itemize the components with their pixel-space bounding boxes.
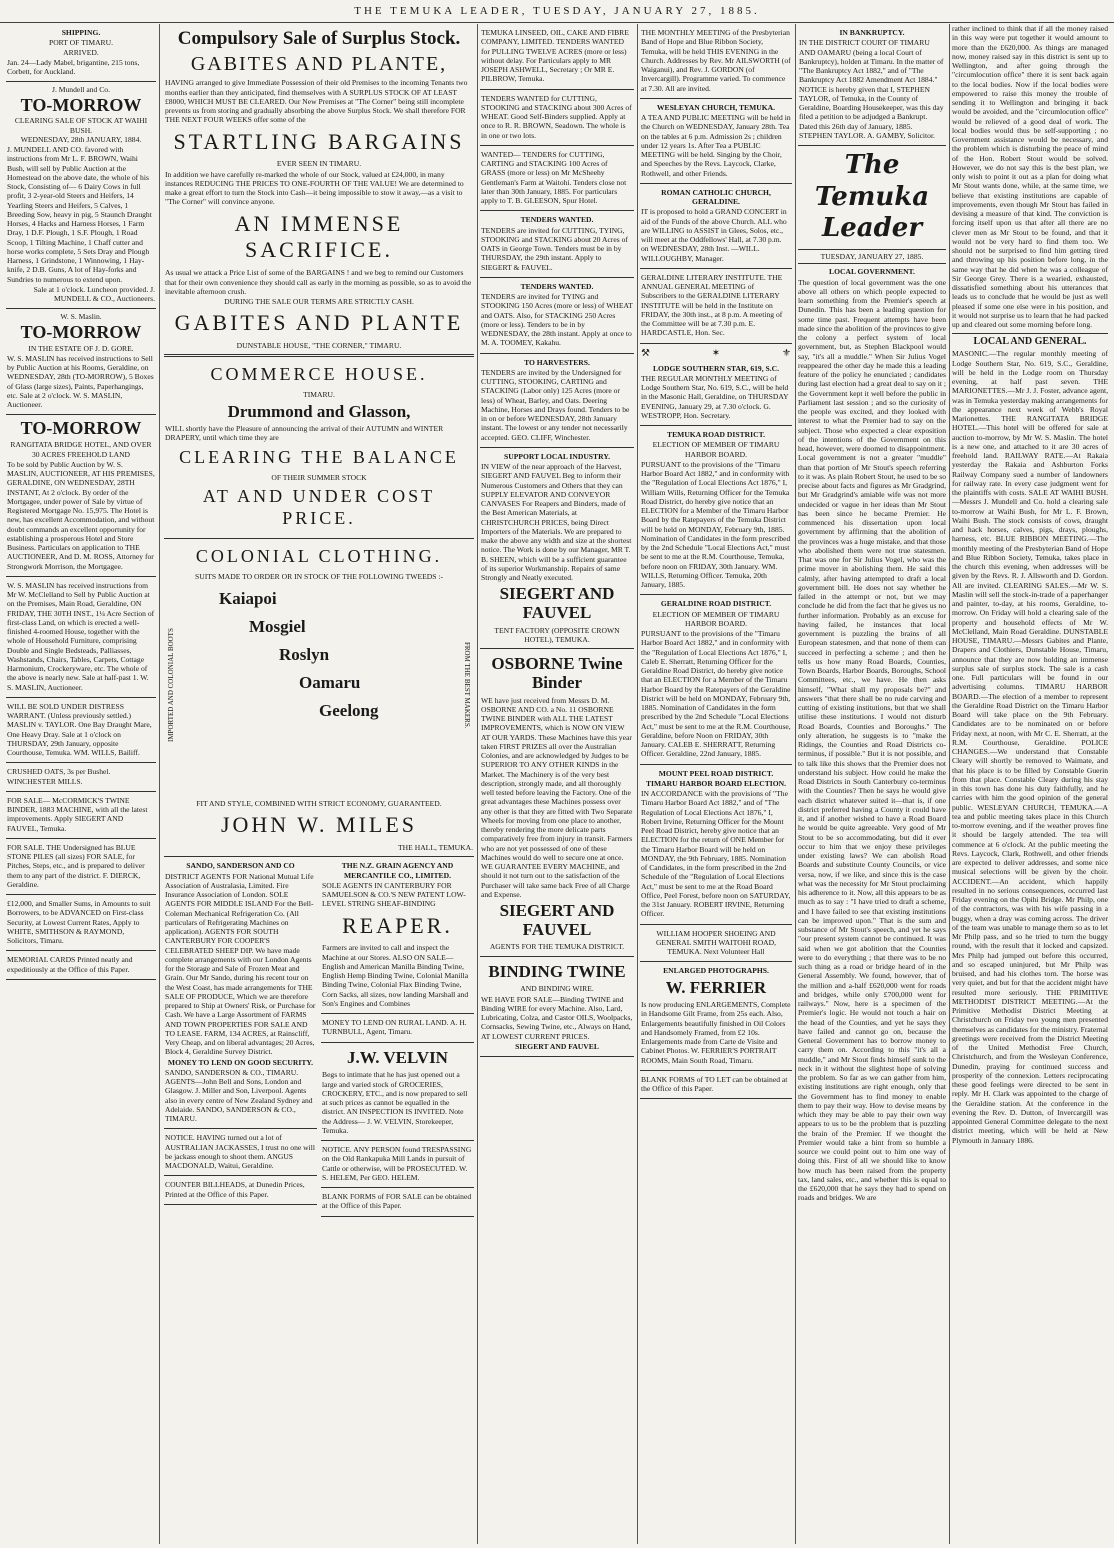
geraldine-road-ad (640, 595, 792, 764)
ad-subheading: AND BINDING WIRE. (520, 984, 594, 994)
ad-subheading: ELECTION OF MEMBER OF TIMARU HARBOR BOARD. (652, 609, 780, 628)
bankruptcy-notice (798, 24, 946, 146)
siegert-heading: SIEGERT AND FAUVEL (499, 901, 615, 939)
ad-subheading: DUNSTABLE HOUSE, "THE CORNER," TIMARU. (236, 341, 402, 351)
ad-text: IN ACCORDANCE with the provisions of "The Timaru Harbor Board Act 1882," and of "The Regulation of Local Elections Act 1876," I, Robert Irvine, Returning Officer for the Mount Peel Road District, hereby give notice that an ELECTION for the return of ONE Member for the Timaru Harbor Board will be held on MONDAY, the 9th February, 1885. Nomination of Candidates, in the form prescribed in the 2nd Schedule of the "Regulation of Local Elections Act," must be sent to me at the Road Board Office, Peel Forest, before noon on SATURDAY, the 31st January. ROBERT IRVINE, Returning Officer. (641, 789, 791, 919)
ad-text: IT is proposed to hold a GRAND CONCERT in aid of the Funds of the above Church. ALL who are WILLING to ASSIST in Glees, Solos, etc., will meet at the Oddfellows' Hall, at 7.30 p.m. on WEDNESDAY, 28th Inst. —WILL. WILLOUGHBY, Manager. (641, 207, 787, 263)
column-rule (637, 24, 638, 1544)
tweed-item: Oamaru (299, 673, 361, 693)
shipping-text: Jan. 24—Lady Mabel, brigantine, 215 tons, Corbett, for Auckland. (7, 57, 140, 76)
ad-subheading: TENT FACTORY (OPPOSITE CROWN HOTEL), TEMUKA. (494, 625, 620, 644)
mundell-ad (6, 82, 156, 309)
roman-catholic-ad (640, 184, 792, 269)
ferrier-heading: W. FERRIER (665, 977, 767, 997)
ad-text: FOR SALE— McCORMICK'S TWINE BINDER, 1883 MACHINE, with all the latest improvements. Apply SIEGERT AND FAUVEL, Temuka. (7, 795, 148, 833)
ad-heading: MOUNT PEEL ROAD DISTRICT. (658, 768, 774, 778)
ad-heading: LODGE SOUTHERN STAR, 619, S.C. (652, 363, 780, 373)
side-text-right: FROM THE BEST MAKERS. (463, 641, 471, 729)
tweed-list-block (165, 585, 473, 795)
lower-left (164, 857, 317, 1216)
ad-subheading: CLEARING SALE OF STOCK AT WAIHI BUSH. (14, 116, 148, 135)
ad-heading: IN BANKRUPTCY. (839, 28, 905, 37)
ad-signature: Sale at 1 o'clock. Luncheon provided. J. MUNDELL & CO., Auctioneers. (33, 284, 155, 304)
ad-text: COUNTER BILLHEADS, at Dunedin Prices, Printed at the Office of this Paper. (165, 1180, 305, 1199)
ad-text: DISTRICT AGENTS FOR National Mutual Life Association of Australasia, Limited. Fire Insurance Association of London. SOLE AGENTS FOR MIDDLE ISLAND For the Bell-Coleman Mechanical Refrigeration Co. (All particulars of Refrigerating Machines on application). AGENTS FOR SOUTH CANTERBURY FOR COOPER'S CELEBRATED SHEEP DIP. We have made complete arrangements with our London Agents for the Storage and Sale of Frozen Meat and Grain. Our Mr Sando, during his recent tour on the West Coast, has made arrangements for THE SALE OF PRODUCE, Which we are therefore prepared to Ship at Owners' Risk, or Purchase for Cash. We have a Large Assortment of FARMS AND TOWN PROPERTIES FOR SALE AND TO LEASE. FARM, 134 ACRES, at Rainscliff, Very Cheap, and on liberal advantages; 20 Acres, Block 4, Geraldine Survey District. (165, 871, 316, 1057)
hooper-ad (640, 925, 792, 963)
ad-subheading: RANGITATA BRIDGE HOTEL, AND OVER 30 ACRES FREEHOLD LAND (10, 440, 152, 459)
ad-heading: TO HARVESTERS. (524, 357, 590, 367)
velvin-heading: J.W. VELVIN (347, 1047, 448, 1067)
ad-text: TENDERS are invited for TYING and STOOKING 150 Acres (more or less) of WHEAT and OATS. Also, for STACKING 250 Acres (more or less). Tenders to be in by WEDNESDAY, the 28th instant. Apply at once to M. A. TOOMEY, Kakahu. (481, 292, 633, 348)
masonic-emblem-icon: ⚒ (641, 348, 650, 360)
turnbull-ad (321, 1014, 474, 1043)
commerce-house-ad (164, 357, 474, 539)
sacrifice-heading: AN IMMENSE SACRIFICE. (234, 210, 404, 263)
section-rule (952, 333, 1108, 334)
commerce-heading: COMMERCE HOUSE. (210, 364, 428, 385)
ad-text: TEMUKA LINSEED, OIL, CAKE AND FIBRE COMPANY, LIMITED. TENDERS WANTED for PULLING TWELVE ACRES (more or less) without delay. For Particulars apply to MR JOSEPH ASHWELL, Secretary ; Or MR E. PILBROW, Temuka. (481, 28, 629, 84)
ad-text: Begs to intimate that he has just opened out a large and varied stock of GROCERIES, CROCKERY, ETC., and is now prepared to sell at such prices as cannot be equalled in the district. AN INSPECTION IS INVITED. Note the Address— J. W. VELVIN, Storekeeper, Temuka. (322, 1070, 468, 1135)
tweed-item: Geelong (319, 701, 379, 721)
mundell-heading: J. Mundell and Co. (51, 85, 110, 95)
ad-text: Farmers are invited to call and inspect the Machine at our Stores. ALSO ON SALE— English and American Manilla Binding Twine, English Hemp Binding Twine, Colonial Manilla Binding Twine, Colonial Flax Binding Twine, Corn Sacks, all sizes, now landing Marshall and Son's Engines and Combines (322, 943, 469, 1008)
ad-heading: TIMARU HARBOR BOARD ELECTION. (645, 778, 787, 788)
column-6 (952, 24, 1108, 1544)
binding-twine-ad (480, 957, 634, 1057)
tomorrow-heading: TO-MORROW (20, 418, 142, 439)
wanted-ad (480, 146, 634, 212)
column-2 (164, 24, 474, 1544)
masonic-compass-icon: ⚜ (782, 348, 791, 360)
star-icon: ✶ (711, 348, 721, 360)
compulsory-heading: Compulsory Sale of Surplus Stock. (177, 28, 461, 49)
blank-forms-ad (321, 1188, 474, 1217)
ad-heading: SUPPORT LOCAL INDUSTRY. (503, 451, 610, 461)
oats-ad (6, 763, 156, 792)
velvin-ad (321, 1043, 474, 1141)
ad-subheading: SUITS MADE TO ORDER OR IN STOCK OF THE FOLLOWING TWEEDS :- (195, 571, 443, 581)
ad-text: WE have just received from Messrs D. M. OSBORNE AND CO. a No. 11 OSBORNE TWINE BINDER with ALL THE LATEST IMPROVEMENTS, which is NOW ON VIEW AT OUR YARDS. These Machines have this year taken FIRST PRIZES all over the Australian Colonies, and are acknowledged by Judges to be SUPERIOR TO ANY OTHER KINDS in the Market. The Machinery is of the very best description, strongly made, and all thoroughly well tested before leaving the Factory. One of the great advantages these Machines possess over any other is that they are fitted with Two Separate Wheels for moving from one place to another, thereby rendering the more delicate parts comparatively free from injury in transit. Farmers who are not yet possessed of one of these Machines would do well to secure one at once. WE GUARANTEE EVERY MACHINE, and should it not turn out to the satisfaction of the Purchaser will take same back Free of all Charge and Expense. (481, 695, 633, 899)
colonial-clothing-ad (164, 539, 474, 858)
column-rule (949, 24, 950, 1544)
tweed-item: Mosgiel (249, 617, 306, 637)
tomorrow-heading: TO-MORROW (20, 94, 142, 115)
column-rule (159, 24, 160, 1544)
siegert-heading: SIEGERT AND FAUVEL (499, 584, 615, 622)
gabites-ad (164, 24, 474, 357)
ad-text: A TEA AND PUBLIC MEETING will be held in the Church on WEDNESDAY, January 28th. Tea on the tables at 6 p.m. Admission 2s ; children under 12 years 1s. After Tea a PUBLIC MEETING will be held. Singing by the Choir, and Speeches by the Revs. Laycock, Clarke, Rothwell, and other Friends. (641, 113, 791, 178)
maslin-ad (6, 309, 156, 415)
shipping-notice (6, 24, 156, 82)
ad-text: MEMORIAL CARDS Printed neatly and expeditiously at the Office of this Paper. (7, 955, 133, 974)
ad-text: IN THE DISTRICT COURT OF TIMARU AND OAMARU (being a local Court of Bankruptcy), holden at Timaru. In the matter of "The Bankruptcy Act 1882," and of "The Bankruptcy Act 1882 Amendment Act 1884." NOTICE is hereby given that I, STEPHEN TAYLOR, of Temuka, in the County of Geraldine, Boarding Housekeeper, was this day filed a petition to be adjudged a Bankrupt. Dated this 26th day of January, 1885. STEPHEN TAYLOR. A. GAMBY, Solicitor. (799, 38, 944, 140)
ad-text: BLANK FORMS of FOR SALE can be obtained at the Office of this Paper. (322, 1192, 472, 1211)
maslin-heading: W. S. Maslin. (60, 312, 102, 322)
ad-text: W. S. MASLIN has received instructions to Sell by Public Auction at his Rooms, Geraldine, on WEDNESDAY, 28th (TO-MORROW), 5 Boxes of Glass (large sizes), Paints, Paperhangings, etc. Sale at 2 o'clock. W. S. MASLIN, Auctioneer. (7, 353, 154, 410)
ad-heading: ENLARGED PHOTOGRAPHS. (663, 966, 769, 976)
shipping-heading: SHIPPING. (61, 28, 101, 37)
ad-heading: GERALDINE ROAD DISTRICT. (660, 599, 772, 609)
sando-ad (164, 857, 317, 1129)
clearing-heading: CLEARING THE BALANCE (179, 446, 459, 467)
ad-text: THE REGULAR MONTHLY MEETING of Lodge Southern Star, No. 619, S.C., will be held in the Masonic Hall, Geraldine, on THURSDAY EVENING, January 29, at 7.30 o'clock. G. WESTROPP, Hon. Secretary. (641, 373, 789, 420)
ad-text: To be sold by Public Auction by W. S. MASLIN, AUCTIONEER, AT HIS PREMISES, GERALDINE, ON WEDNESDAY, 28TH INSTANT, At 2 o'clock. By order of the Mortgagee, under power of Sale by virtue of Registered Mortgage No. 15,975. The Hotel is new, has excellent Accommodation, and without doubt commands an excellent opportunity for establishing a prosperous Hotel and Store Business. Particulars on application to THE AUCTIONEER, And D. M. ROSS, Attorney for Strongwork Morrison, the Mortgagee. (7, 459, 155, 571)
osborne-heading: OSBORNE Twine Binder (491, 654, 623, 692)
ad-subheading: EVER SEEN IN TIMARU. (276, 159, 362, 169)
shipping-subheading: PORT OF TIMARU. (48, 38, 114, 48)
ad-heading: WESLEYAN CHURCH, TEMUKA. (656, 102, 776, 112)
band-of-hope-ad (640, 24, 792, 99)
column-rule (795, 24, 796, 1544)
tomorrow-heading: TO-MORROW (20, 321, 142, 342)
newspaper-title: The Temuka Leader (814, 150, 930, 244)
ad-heading: SANDO, SANDERSON AND CO (186, 861, 295, 871)
ad-text: MONEY TO LEND ON RURAL LAND. A. H. TURNBULL, Agent, Timaru. (322, 1018, 467, 1037)
mount-peel-ad (640, 765, 792, 925)
ad-text: PURSUANT to the provisions of the "Timaru Harbor Board Act 1882," and in conformity with the "Regulation of Local Elections Act 1876," I, Caleb E. Sherratt, Returning Officer for the Geraldine Road District, do hereby give notice that an ELECTION for a Member of the Timaru Harbor Board by the Ratepayers of the Geraldine District will be held on MONDAY, February 9th, 1885. Nomination of Candidates in the form prescribed by the 2nd Schedule "Local Elections Act," must be sent to me at the R.M. Courthouse, Geraldine, before Noon on FRIDAY, 30th January. CALEB E. SHERRATT, Returning Officer. Geraldine, 22nd January, 1885. (641, 629, 791, 759)
tweed-list (189, 585, 449, 725)
ad-subheading: IN THE ESTATE OF J. D. GORE. (28, 343, 134, 353)
ad-text: FOR SALE. THE Undersigned has BLUE STONE PILES (all sizes) FOR SALE, for Pitches, Steps, etc., and is prepared to deliver them to any part of the district. F. DIERCK, Geraldine. (7, 842, 145, 889)
ad-text: TENDERS are invited for CUTTING, TYING, STOOKING and STACKING about 20 Acres of OATS in George Town. Tenders must be in by THURSDAY, the 29th instant. Apply to SIEGERT & FAUVEL. (481, 225, 628, 272)
ad-text: As usual we attack a Price List of some of the BARGAINS ! and we beg to remind our Customers that for their own convenience they should call as early in the morning as possible, so as to avoid the inevitable afternoon crush. (165, 268, 472, 296)
photographs-ad (640, 962, 792, 1071)
cutting-ad (480, 90, 634, 146)
ad-heading: TENDERS WANTED. (520, 281, 594, 291)
ad-text: WANTED— TENDERS for CUTTING, CARTING and STACKING 100 Acres of GRASS (more or less) on Mr McSheehy Gentleman's Farm at Waitohi. Tenders close not later than 30th January, 1885. For particulars apply to T. B. GLEESON, Spur Hotel. (481, 149, 627, 205)
ad-heading: THE N.Z. GRAIN AGENCY AND MERCANTILE CO., LIMITED. (341, 861, 454, 880)
money-ad (6, 895, 156, 951)
ad-text: £12,000, and Smaller Sums, in Amounts to suit Borrowers, to be ADVANCED on First-class Security, at Lowest Current Rates, Apply to WHITE, SMITHSON & RAYMOND, Solicitors, Timaru. (7, 899, 151, 946)
ad-subheading: THE HALL, TEMUKA. (398, 843, 473, 853)
ad-subheading: AGENTS FOR THE TEMUKA DISTRICT. (489, 942, 625, 952)
column-3 (480, 24, 634, 1544)
bluestone-ad (6, 839, 156, 895)
news-text: MASONIC.—The regular monthly meeting of Lodge Southern Star, No. 619, S.C., Geraldine, will be held in the Lodge room on Thursday evening, at half past seven. THE MARIONETTES.—Mr J. J. Foster, advance agent, was in Temuka yesterday making arrangements for the appearance next week of Webb's Royal Marionettes. THE RANGITATA BRIDGE HOTEL.—This hotel will be offered for sale at auction to-morrow, by Mr W. S. Maslin. The hotel is a new one, and attached to it are 30 acres of freehold land. RAILWAY RATE.—At Rakaia yesterday the Rakaia and Ashburton Forks Railway Company sued a number of landowners for railway rate. In every case judgment went for the plaintiffs with costs. SALE AT WAIHI BUSH.—Messrs J. Mundell and Co. hold a clearing sale to-morrow at Waihi Bush, for Mr L. F. Brown, Waihi Bush. The stock consists of cows, draught and hack horses, calves, pigs, drays, ploughs, harness, etc. BLUE RIBBON MEETING.—The monthly meeting of the Presbyterian Band of Hope and Blue Ribbon Society, Temuka, takes place in the church this evening, when addresses will be given by the Revs. R. J. Allsworth and D. Gordon. All are invited. CLEARING SALES.—Mr W. S. Maslin will sell the stock-in-trade of a paperhanger and painter, to-day, at his rooms, Geraldine, to-morrow. On Friday will hold a clearing sale of the property and household effects of Mr W. McClelland, Main Road Geraldine. DUNSTABLE HOUSE, TIMARU.—Messrs Gabites and Plante, Drapers and Clothiers, Dunstable House, Timaru, announce that they are now holding an immense surplus sale of surplus stock. The sale is a cash one. Full particulars will be found in our advertising columns. TIMARU HARBOR BOARD.—The election of a member to represent the Geraldine Road District on the Timaru Harbor Board will take place on the 9th February. Candidates are to be nominated on or before Friday next, at noon, with Mr C. E. Sherratt, at the R.M. Courthouse, Geraldine. POLICE CHANGES.—We understand that Constable Cleary will shortly be removed to Waimate, and that his place is to be filled by Constable Guerin from that place. Constable Cleary during his stay in this town has done his duty faithfully, and he carries with him the good opinion of the general public. WESLEYAN CHURCH, TEMUKA.—A tea and public meeting takes place in this Church to-morrow evening, and if the weather proves fine it should be largely attended. The tea will commence at 6 o'clock. At the public meeting the Revs. Laycock, Clark, Rothwell, and other friends are expected to deliver addresses, and some nice musical selections will be given by the choir. ACCIDENT.—An accident, which happily resulted in no serious consequences, occurred last Friday evening on the Opihi Bridge. Mr Philp, one of the contractors, was with his wife passing in a buggy, when a dray was coming across. The driver of the team was unable to manage them so as to let Mr Philp pass, and so he tried to turn the buggy round, with the result that it locked and capsized. Mrs Philp had jumped out before this occurred, and so escaped uninjured, but Mr Philp was bruised, and had his clothes torn. The horse was very quiet, and but for that the accident might have resulted more seriously. THE PRIMITIVE METHODIST DISTRICT MEETING.—At the Primitive Methodist District Meeting at Christchurch on Friday two young men presented themselves as candidates for the ministry. Fraternal greetings were received from the District Meeting of the United Methodist Free Church, Christchurch, and from the Wesleyan Conference, Dunedin, praying for continued success and prosperity of the connexion. Letters reciprocating these good feelings were directed to be sent in reply. Mr H. Clark was appointed to the charge of the Geraldine station. At the conference in the evening the Rev. D. Dutton, of Invercargill was appointed General Committee delegate to the next district meeting, which will be held at New Plymouth in January 1886. (952, 349, 1108, 1145)
ad-text: WE HAVE FOR SALE—Binding TWINE and Binding WIRE for every Machine. Also, Lard, Lubricating, Colza, and Castor OILS, Woolpacks, Cornsacks, Sewing Twine, etc., Always on Hand, AT LOWEST CURRENT PRICES. (481, 994, 633, 1041)
gabites-heading: GABITES AND PLANTE, (190, 52, 448, 75)
ad-subheading: DURING THE SALE OUR TERMS ARE STRICTLY CASH. (224, 297, 414, 307)
osborne-ad (480, 649, 634, 957)
ad-heading: SIEGERT AND FAUVEL (515, 1041, 599, 1051)
ad-text: W. S. MASLIN has received instructions from Mr W. McClelland to Sell by Public Auction at on the Premises, Main Road, Geraldine, ON FRIDAY, THE 30TH INST., 1¼ Acre Section of first-class Land, on which is erected a well-finished 4-roomed House, together with the whole of Household Furniture, comprising Double and Single Bedsteads, Palliasses, Washstands, Chairs, Tables, Carpets, Cottage Harmonium, Crockeryware, etc. The whole of the above is nearly new. Sale at half-past 1. W. S. MASLIN, Auctioneer. (7, 580, 155, 692)
grain-agency-ad (321, 857, 474, 1014)
mcclelland-ad (6, 577, 156, 698)
miles-heading: JOHN W. MILES (220, 812, 418, 838)
ad-heading: TEMUKA ROAD DISTRICT. (667, 430, 765, 439)
tweed-item: Kaiapoi (219, 589, 277, 609)
masonic-emblem-row (641, 347, 791, 363)
ad-text: Is now producing ENLARGEMENTS, Complete in Handsome Gilt Frame, from 25s each. Also, Enlargements beautifully finished in Oil Colors and Handsomely Framed, from £2 10s. Enlargements made from Carte de Visite and Cabinet Photos. W. FERRIER'S PORTRAIT ROOMS, Main South Road, Timaru. (641, 1000, 791, 1065)
side-text-left: IMPORTED AND COLONIAL BOOTS (167, 628, 175, 742)
cost-heading: AT AND UNDER COST PRICE. (202, 485, 436, 528)
ad-text: NOTICE. ANY PERSON found TRESPASSING on the Old Rankapuka Mill Lands in pursuit of Cattle or otherwise, will be PROSECUTED. W. S. HELEM, Per GEO. HELEM. (322, 1145, 472, 1182)
ad-text: THE MONTHLY MEETING of the Presbyterian Band of Hope and Blue Ribbon Society, Temuka, will be held THIS EVENING in the Church. Addresses by Rev. Mr AILSWORTH (of Waiganui), and Rev. J. GORDON (of Invercargill). Programme varied. To commence at 7.30. All are invited. (641, 28, 791, 93)
gabites-heading: GABITES AND PLANTE (174, 310, 464, 336)
lower-split (164, 857, 474, 1216)
binding-heading: BINDING TWINE (488, 961, 626, 981)
ad-text: PURSUANT to the provisions of the "Timaru Harbor Board Act 1882," and in conformity with the "Regulation of Local Elections Act 1876," I, William Wills, Returning Officer for the Temuka Road District, do hereby give notice that an ELECTION for a Member of the Timaru Harbor Board by the Ratepayers of the Temuka District will be held on MONDAY, February 9th, 1885. Nomination of Candidates in the form prescribed by the 2nd Schedule "Local Elections Act," must be sent to me at the R.M. Courthouse, Temuka, before noon on FRIDAY, 30th January. WM. WILLS, Returning Officer. Temuka, 20th January, 1885. (641, 459, 791, 589)
ad-text: WILL shortly have the Pleasure of announcing the arrival of their AUTUMN and WINTER DRAPERY, until which time they are (165, 424, 444, 443)
ad-text: WILL BE SOLD UNDER DISTRESS WARRANT. (Unless previously settled.) MASLIN v. TAYLOR. One Bay Draught Mare, One Heavy Dray. Sale at 1 o'clock on THURSDAY, 29th January, opposite Courthouse, Temuka. WM. WILLS, Bailiff. (7, 701, 152, 758)
ad-text: In addition we have carefully re-marked the whole of our Stock, valued at £24,000, in many instances REDUCING THE PRICES TO ONE-FOURTH OF THE VALUE! We are determined to make a great effort to turn the Stock into Cash—it being impossible to stow it away,—as a visit to "The Corner" will convince anyone. (165, 169, 464, 207)
editorial-text: The question of local government was the one above all others on which people expected to learn something from the Premier's speech at Dunedin. This has been a leading question for some time past. Frequent attempts have been made since the abolition of the provinces to give the colony a perfect system of local government, but, as Stephen Blackpool would say, "it's all a muddle." When Sir Julius Vogel reappeared the other day he made this a leading feature of the policy he enunciated ; candidates during last election had a great deal to say on it ; the Government kept it well before the public in Parliament last session ; and so the curiosity of the people was excited, and they looked with interest to what the Premier had to say on the subject. Those who expected a clear exposition of the intentions of the Government on this head, however, were doomed to disappointment. Local government is not a greater "muddle" than that portion of Mr Stout's speech referring to it was. As plain Robert Stout, he used to be so precise about facts and figures as Mr Gradgrind, but Mr Gradgrind's amiable wife was not more undecided or vague in her ideas than Mr Stout has been since he became Premier. He commenced his dissertation upon local government by affirming that the abolition of the provinces was a huge mistake, and that those who abolished them were not true statesmen. That was one for Sir Julius Vogel, who was the prime mover in abolishing them. He said this calmly, after having attempted to draft a local government bill. He does not say whether he failed in the attempt or not, but we may conclude he did from the fact that he gives us no further information. Probably as an excuse for having failed, he instances that local government is puzzling the brains of all European statesmen, and that none of them can succeed in perfecting a scheme ; and then he tells us how many Road Boards, Counties, Town Boards, Harbor Boards, Boroughs, School Committees, etc., we have. He then asks himself, "What shall my proposals be?" and answers "that there shall be no rude carving and cutting of existing institutions, but that we shall utilise these institutions. I would not disturb Road Boards, Counties and Boroughs." The only alteration, he suggests is to "make the Ridings, the Counties and Road Districts co-terminus, if possible." But it is not possible, and to talk like this shows that the Premier does not understand his subject. How could he make the Road Districts in South Canterbury co-terminus with the Counties? Then he says he would give each district whatever suited it—that is, if one district preferred having a County it could have it, and if another wished to have a Road Board he would be quite agreeable. Very good of Mr Stout to be so accommodating, but did it ever occur to him that we enjoy these privileges under existing laws? We can abolish Road Boards and substitute County Councils, or vice versa, now, if we like, and since this is the case what was the necessity for Mr Stout proclaiming his adherence to it. Now, all this appears to be as much as to say : "I have tried to draft a scheme, and I have failed to see that existing institutions can be improved upon." That is the sum and substance of Mr Stout's speech, and yet he says "our present system cannot be continued. It was said when we got abolition that the Counties were to do everything ; that there was to be no such thing as a road or bridge heard of in the General Assembly. We found, however, that of the million and a-half £620,000 went for roads and bridges, while only £700,000 went for railways." Now, here is a specimen of the Premier's logic. He would not touch a hair on the head of the Counties, and yet he says they have failed and cannot go on, because the General Government has to borrow money to carry them on. According to this "it's all a muddle," and Mr Stout finds himself sunk to the neck in it without the slightest hope of solving the problem. So far as we can gather from him, existing institutions are right enough, only that the Government has to find money to enable them to pay their way. How to devise means by which they may be able to pay their own way appears to us to be the problem that is puzzling the brain of the Premier. If we thought the Premier would take a hint from so humble a source we could point out to him one way of doing this. First of all we should like to know how much has been raised from the property tax, land sales, etc., and whether this is equal to the £620,000 that he says they had to spend on roads and bridges. We are (798, 277, 946, 1203)
memorial-ad (6, 951, 156, 980)
temuka-road-ad (640, 426, 792, 595)
ad-text: TENDERS are invited by the Undersigned for CUTTING, STOOKING, CARTING and STACKING (Labor only) 125 Acres (more or less) of Wheat, Barley, and Oats. Deering Machine, Horses and Drays found. Tenders to be in on or before WEDNESDAY, 28th January instant. The lowest or any tender not necessarily accepted. GEO. CLIFF, Winchester. (481, 367, 630, 442)
ad-text: GERALDINE LITERARY INSTITUTE. THE ANNUAL GENERAL MEETING of Subscribers to the GERALDINE LITERARY INSTITUTE will be held in the Institute on FRIDAY, the 30th inst., at 8 p.m. A meeting of the Committee will be at 7.30 p.m. E. HARDCASTLE, Hon. Sec. (641, 272, 783, 338)
ad-heading: MONEY TO LEND ON GOOD SECURITY. (167, 1057, 314, 1067)
blank-forms-ad (640, 1071, 792, 1100)
ad-subheading: FIT AND STYLE, COMBINED WITH STRICT ECONOMY, GUARANTEED. (196, 799, 442, 809)
linseed-ad (480, 24, 634, 90)
ad-text: J. MUNDELL AND CO. favored with instructions from Mr L. F. BROWN, Waihi Bush, will sell by Public Auction at the Homestead on the above date, the whole of his Stock, Consisting of— 6 Dairy Cows in full profit, 3 2-year-old Steers and Heifers, 14 Yearling Steers and Heifers, 5 Calves, 1 Breeding Sow, heavy in pig, 5 Staunch Draught Horses, 4 Hacks and Harness Horses, 1 Farm Dray, 1 D.F. Plough, 1 S.F. Plough, 1 Road Scoop, 1 Tilting Machine, 1 Chaff cutter and horse works complete, 5 Sets Dray and Plough Harness, 1 Grindstone, 1 Winnowing, 1 Hay-knife, 2 D.B. Guns, A lot of Hay-forks and Sundries to numerous to extend upon. (7, 145, 152, 284)
harvesters-ad (480, 354, 634, 448)
ad-date: WEDNESDAY, 28th JANUARY, 1884. (20, 134, 142, 144)
trespass-notice (321, 1141, 474, 1188)
lodge-ad (640, 344, 792, 427)
ad-text: HAVING arranged to give Immediate Possession of their old Premises to the incoming Tenants two months earlier than they anticipated, find themselves with A SURPLUS STOCK OF AT LEAST £8000, WHICH MUST BE CLEARED. Our New Premises at "The Corner" being still incomplete prevents us from storing and gradually absorbing the above Surplus Stock. We shall therefore FOR THE NEXT FOUR WEEKS offer some of the (165, 78, 468, 125)
binder-ad (6, 792, 156, 839)
ad-text: CRUSHED OATS, 3s per Bushel. WINCHESTER MILLS. (7, 767, 111, 786)
tweed-item: Roslyn (279, 645, 330, 665)
column-1 (6, 24, 156, 1544)
wesleyan-ad (640, 99, 792, 184)
ad-subheading: OF THEIR SUMMER STOCK (271, 472, 367, 482)
ad-subheading: TIMARU. (303, 390, 335, 400)
column-4 (640, 24, 792, 1544)
ad-text: WILLIAM HOOPER SHOEING AND GENERAL SMITH WAITOHI ROAD, TEMUKA. Next Volunteer Hall (655, 928, 777, 956)
shipping-arrived: ARRIVED. (63, 47, 99, 57)
literary-ad (640, 269, 792, 344)
column-rule (477, 24, 478, 1544)
tenders-ad (480, 211, 634, 278)
startling-heading: STARTLING BARGAINS (173, 128, 465, 154)
rangitata-ad (6, 415, 156, 576)
ad-text: IN VIEW of the near approach of the Harvest, SIEGERT AND FAUVEL Beg to inform their Numerous Customers and Others that they can SUPPLY ELEVATOR AND CONVEYOR CANVASES For Reapers and Binders, made of the Best American Materials, at CHRISTCHURCH PRICES, being Direct Importers of the Materials. We are prepared to make the above any width and size at the shortest notice. The Work is done by our Manager, MR T. B. SHEEN, which will be a sufficient guarantee of its superior Workmanship. Repairs of same Strongly and Neatly executed. (481, 462, 632, 582)
ad-heading: ROMAN CATHOLIC CHURCH, GERALDINE. (661, 187, 771, 206)
drummond-heading: Drummond and Glasson, (227, 401, 411, 421)
billheads-ad (164, 1176, 317, 1205)
ad-text: NOTICE. HAVING turned out a lot of AUSTRALIAN JACKASSES, I trust no one will be jackass enough to shoot them. ANGUS MACDONALD, Waitui, Geraldine. (165, 1133, 315, 1171)
colonial-heading: COLONIAL CLOTHING. (195, 545, 443, 566)
ad-text: BLANK FORMS of TO LET can be obtained at the Office of this Paper. (641, 1074, 788, 1094)
ad-subheading: ELECTION OF MEMBER OF TIMARU HARBOR BOARD. (652, 440, 780, 459)
masthead: THE TEMUKA LEADER, TUESDAY, JANUARY 27, 1885. (0, 0, 1114, 23)
reaper-heading: REAPER. (342, 912, 453, 938)
ad-text: SOLE AGENTS IN CANTERBURY FOR SAMUELSON & CO.'S NEW PATENT LOW-LEVEL STRING SHEAF-BINDING (322, 880, 466, 909)
issue-date: TUESDAY, JANUARY 27, 1885. (798, 249, 946, 264)
editorial-continuation: rather inclined to think that if all the money raised in this way were put together it would amount to more than the £620,000. As things are managed now, money raised say in this district is sent up to Wellington, and after going through the "circumlocution office" there it is sent back again to the local bodies. Now if the local bodies were empowered to raise this money the trouble of sending it to Wellington and bringing it back would be avoided, and the "circumlocution office" would be relieved of a good deal of work. The local bodies would thus be self-supporting ; no Government assistance would be necessary, and the problem which is disturbing the peace of mind of the Hon. Robert Stout would be solved. However, we do not say this is the best plan, we only wish to point it out as a plan for doing what Mr Stout wants done, while, at the same time, we believe that existing institutions are capable of improvements, even though Mr Stout has failed in devising a measure of that kind. The conviction is forcing itself upon us that after all there are no clever men as Mr Stout to be found, and that it would not be very hard to find them too. We should not be surprised to find him getting tired and throwing up his position before long, in the same way that he did when he was a colleague of Sir George Grey. There is a wearied, exhausted, dissatisfied something about his utterances that leads us to conclude that he would be just as well pleased if some one else were in his position, and it would not surprise us to learn that he had packed up and cleared out some morning before long. (952, 24, 1108, 329)
tenders-ad-2 (480, 278, 634, 354)
support-industry-ad (480, 448, 634, 649)
lower-right (321, 857, 474, 1216)
ad-text: SANDO, SANDERSON & CO., TIMARU. AGENTS—John Bell and Sons, London and Glasgow. J. Miller and Son, Liverpool. Agents also in every centre of New Zealand Sydney and Adelaide. SANDO, SANDERSON & CO., TIMARU. (165, 1067, 313, 1124)
editorial-heading: LOCAL GOVERNMENT. (829, 267, 915, 277)
ad-heading: TENDERS WANTED. (520, 215, 594, 225)
column-5 (798, 24, 946, 1544)
jackass-notice (164, 1129, 317, 1176)
ad-text: TENDERS WANTED for CUTTING, STOOKING and STACKING about 300 Acres of WHEAT. Good Self-Binders supplied. Apply at once to R. R. BROWN, Seadown. The whole is in one or two lots. (481, 93, 632, 140)
distress-ad (6, 698, 156, 764)
news-heading: LOCAL AND GENERAL. (973, 336, 1087, 348)
